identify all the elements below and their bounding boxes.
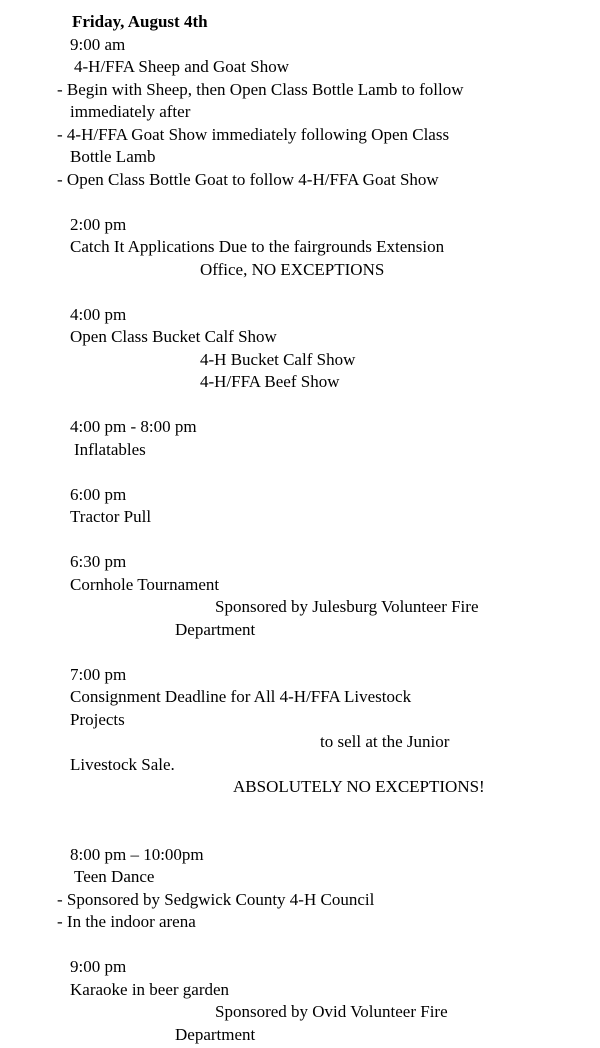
schedule-line: Teen Dance xyxy=(74,867,155,886)
schedule-line: 4-H/FFA Beef Show xyxy=(200,372,340,391)
schedule-line: 6:00 pm xyxy=(70,484,127,504)
schedule-line: 4-H Bucket Calf Show xyxy=(200,349,356,369)
schedule-line: Department xyxy=(175,1024,256,1044)
schedule-line: Livestock Sale. xyxy=(70,754,175,774)
schedule-line: - Sponsored by Sedgwick County 4-H Council xyxy=(57,889,375,909)
schedule-line: to sell at the Junior xyxy=(320,732,450,751)
blank-line xyxy=(57,461,580,484)
schedule-line: Catch It Applications Due to the fairgrounds Extension xyxy=(70,237,445,256)
blank-line xyxy=(57,799,580,822)
schedule-line: Consignment Deadline for All 4-H/FFA Livestock xyxy=(70,687,412,706)
schedule-line: - In the indoor arena xyxy=(57,912,196,931)
schedule-line: Tractor Pull xyxy=(70,507,152,526)
schedule-line: immediately after xyxy=(70,102,191,121)
schedule-line: Cornhole Tournament xyxy=(70,574,220,594)
schedule-line: Sponsored by Julesburg Volunteer Fire xyxy=(215,597,479,616)
schedule-line: Office, NO EXCEPTIONS xyxy=(200,259,385,279)
schedule-line: Inflatables xyxy=(74,439,146,459)
schedule-line: Sponsored by Ovid Volunteer Fire xyxy=(215,1002,448,1021)
schedule-line: Bottle Lamb xyxy=(70,147,156,166)
blank-line xyxy=(57,821,580,844)
schedule-lines xyxy=(57,34,580,1047)
schedule-line: 4:00 pm xyxy=(70,304,127,324)
schedule-line: 7:00 pm xyxy=(70,664,127,684)
schedule-line: 4:00 pm - 8:00 pm xyxy=(70,417,197,436)
schedule-line: - Begin with Sheep, then Open Class Bottle Lamb to follow xyxy=(57,79,464,99)
schedule-line: 6:30 pm xyxy=(70,552,127,571)
blank-line xyxy=(57,934,580,957)
schedule-line: - Open Class Bottle Goat to follow 4-H/FFA Goat Show xyxy=(57,169,439,189)
blank-line xyxy=(57,191,580,214)
schedule-line: Open Class Bucket Calf Show xyxy=(70,327,277,346)
blank-line xyxy=(57,641,580,664)
schedule-line: 9:00 am xyxy=(70,34,126,54)
schedule-line: 8:00 pm – 10:00pm xyxy=(70,844,204,864)
blank-line xyxy=(57,529,580,552)
schedule-line: 9:00 pm xyxy=(70,957,127,976)
schedule-line: 2:00 pm xyxy=(70,214,127,234)
blank-line xyxy=(57,281,580,304)
schedule-line: - 4-H/FFA Goat Show immediately following Open Class xyxy=(57,124,450,144)
schedule-line: Department xyxy=(175,619,256,639)
schedule-line: Karaoke in beer garden xyxy=(70,979,230,999)
schedule-line: ABSOLUTELY NO EXCEPTIONS! xyxy=(233,777,485,796)
schedule-line: Projects xyxy=(70,709,125,729)
schedule-line: 4-H/FFA Sheep and Goat Show xyxy=(74,57,290,76)
schedule-title: Friday, August 4th xyxy=(72,12,208,31)
blank-line xyxy=(57,394,580,417)
